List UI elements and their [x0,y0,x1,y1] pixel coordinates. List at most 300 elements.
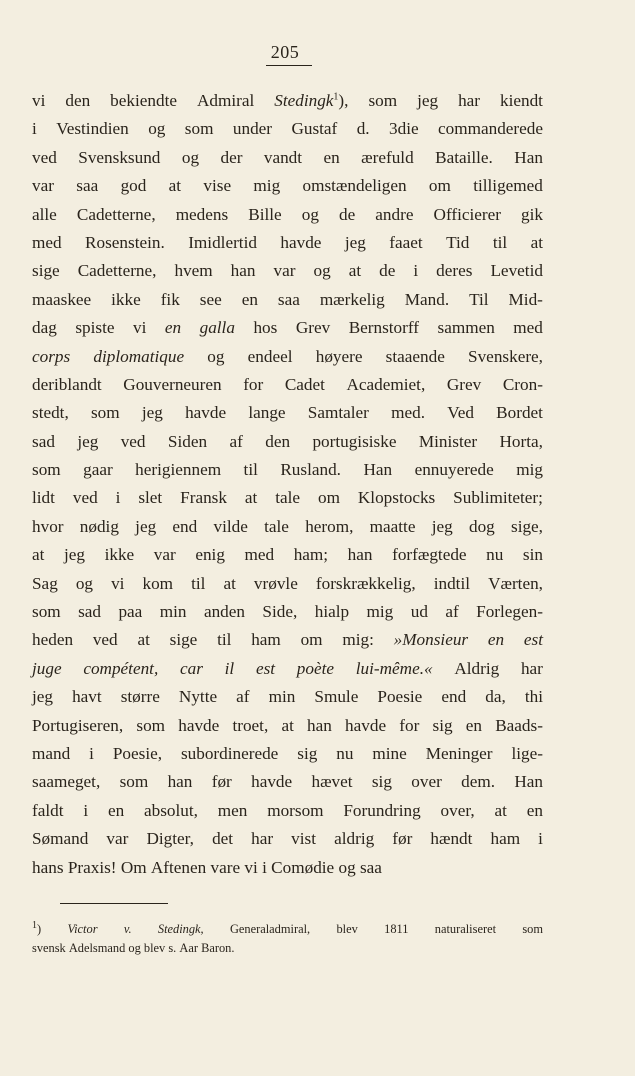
word: sig [371,772,392,792]
footnote-divider [60,903,168,904]
word: men [217,800,248,820]
word: vrøvle [253,573,298,593]
word: med [513,318,543,338]
word: herom, [305,516,354,536]
word: herigiennem [135,460,222,480]
word: tale [264,516,289,536]
word: kom [142,573,174,593]
word: og [148,119,166,139]
word: est [523,630,543,650]
word: Horta, [499,431,543,451]
word: større [120,687,160,707]
word: est [255,658,276,678]
word: hans [32,857,64,877]
word: Cadet [284,374,325,394]
word: poète [296,658,335,678]
text-line [32,87,543,115]
word: over, [440,800,475,820]
word: Sømand [32,829,89,849]
word: Han [514,772,543,792]
word: indtil [433,573,471,593]
word: galla [199,318,235,338]
word: hos [253,318,278,338]
word: den [65,91,91,110]
word: de [339,204,356,224]
word: var [32,176,54,196]
word: Bille [248,204,282,224]
word: lui-même.« [355,658,433,678]
word: hvem [174,261,213,281]
word: da, [485,687,506,707]
word: Minister [418,431,478,451]
word: jeg [141,403,163,423]
word: at [32,545,45,565]
word: Samtaler [307,403,369,423]
word: at [137,630,150,650]
word: saa [359,857,382,877]
word: vi [32,91,46,110]
word: Mid- [508,289,543,309]
word: jeg [344,232,366,252]
word: Sag [32,573,58,593]
text-line [32,797,543,825]
word: en [107,800,125,820]
word: under [232,119,273,139]
text-line [32,399,543,427]
word: mærkelig [319,289,385,309]
word: Comødie [271,857,335,877]
word: havt [72,687,102,707]
word: min [268,687,296,707]
text-line [32,314,543,342]
text-line [32,626,543,654]
word: troet, [232,715,269,735]
word: Grev [295,318,331,338]
word: i [83,800,89,820]
word: corps [32,346,71,366]
word: Levetid [490,261,543,281]
text-line [32,286,543,314]
word: som [136,715,166,735]
text-line [32,115,543,143]
word: vi [111,573,125,593]
word: Smule [314,687,359,707]
word: jeg [32,687,53,707]
word: end [172,516,198,536]
word: at [223,573,236,593]
word: aldrig [334,829,375,849]
word: høyere [315,346,363,366]
word: sige, [511,516,543,536]
word: blev [143,941,166,955]
word: som [522,922,543,936]
text-line [32,201,543,229]
word: d. [356,119,370,139]
word: vare [210,857,241,877]
text-line [32,683,543,711]
word: vi [132,318,147,338]
word: Portugiseren, [32,715,124,735]
word: som [90,403,120,423]
word: at [281,715,294,735]
word: og [301,204,319,224]
word: tilligemed [473,176,543,196]
word: Stedingk$^1$), [274,91,349,110]
word: ærefuld [361,147,414,167]
word: til [492,232,508,252]
text-line [32,343,543,371]
word: han [167,772,193,792]
word: Rosenstein. [85,232,165,252]
word: Generaladmiral, [229,922,311,936]
word: og [181,147,200,167]
text-line [32,371,543,399]
word: var [273,261,296,281]
word: naturaliseret [434,922,497,936]
word: om [300,630,323,650]
word: forskrækkelig, [315,573,416,593]
word: gaar [83,460,113,480]
word: Baads- [495,715,543,735]
word: har [251,829,274,849]
word: havde [345,715,387,735]
word: portugisiske [312,431,397,451]
word: som [32,460,61,480]
word: maatte [369,516,416,536]
word: af [229,431,243,451]
word: sige [169,630,198,650]
word: med [244,545,275,565]
word: 3die [389,119,419,139]
text-line [32,740,543,768]
word: il [224,658,235,678]
word: sad [78,602,102,622]
word: mig: [342,630,374,650]
word: nu [486,545,504,565]
word: Til [469,289,489,309]
word: staaende [385,346,445,366]
word: Cron- [502,374,543,394]
word: Gustaf [291,119,338,139]
word: sig [432,715,453,735]
word: hændt [430,829,473,849]
text-line [32,229,543,257]
word: mig [366,602,394,622]
word: i [538,829,543,849]
word: ved [32,147,57,167]
word: har [520,658,543,678]
word: en [241,289,258,309]
word: Svensksund [78,147,161,167]
word: Bernstorff [348,318,420,338]
word: ved [120,431,146,451]
word: ud [410,602,428,622]
word: havde [185,403,227,423]
word: mig [516,460,543,480]
word: ikke [104,545,135,565]
word: og [128,941,141,955]
word: Svenskere, [468,346,543,366]
word: car [180,658,203,678]
word: »Monsieur [393,630,469,650]
page-number: 205 [270,42,300,62]
word: enig [195,545,225,565]
word: var [153,545,176,565]
word: Rusland. [280,460,341,480]
word: deriblandt [32,374,102,394]
word: svensk [32,941,66,955]
word: som [184,119,214,139]
word: jeg [417,91,439,110]
word: Digter, [146,829,194,849]
word: det [212,829,234,849]
word: han [230,261,256,281]
word: Adelsmand [68,941,126,955]
word: Ved [447,403,474,423]
word: nødig [79,516,119,536]
word: subordinerede [180,743,279,763]
word: slet [138,488,163,508]
text-line [32,854,543,882]
word: Academiet, [346,374,426,394]
word: stedt, [32,403,69,423]
word: deres [436,261,473,281]
word: sad [32,431,55,451]
word: fik [160,289,180,309]
word: blev [336,922,358,936]
text-line [32,570,543,598]
word: Grev [446,374,482,394]
word: forfægtede [392,545,467,565]
word: see [199,289,222,309]
word: vi [244,857,258,877]
word: at [530,232,543,252]
word: Victor [67,922,98,936]
word: end [441,687,467,707]
word: ved [92,630,118,650]
text-line [32,768,543,796]
word: var [106,829,129,849]
word: gik [521,204,543,224]
word: anden [203,602,245,622]
word: Cadetterne, [76,204,156,224]
word: ham; [293,545,329,565]
word: før [392,829,413,849]
word: Poesie [377,687,423,707]
text-line [32,484,543,512]
word: i [262,857,267,877]
word: Gouverneuren [123,374,222,394]
word: Tid [446,232,470,252]
word: en [323,147,340,167]
text-line [32,428,543,456]
word: hialp [314,602,350,622]
text-line [32,513,543,541]
word: Fransk [180,488,227,508]
word: at [494,800,507,820]
word: Bordet [496,403,543,423]
word: s. [168,941,177,955]
word: saameget, [32,772,101,792]
word: hævet [311,772,353,792]
word: jeg [135,516,157,536]
word: medens [175,204,229,224]
word: hvor [32,516,64,536]
word: havde [251,772,293,792]
word: Stedingk, [157,922,204,936]
word: sig [297,743,318,763]
word: for [243,374,264,394]
word: tale [275,488,301,508]
word: heden [32,630,74,650]
word: han [307,715,332,735]
word: sige [32,261,60,281]
word: dem. [461,772,496,792]
text-line [32,655,543,683]
word: som [368,91,398,110]
word: absolut, [144,800,198,820]
word: den [265,431,291,451]
word: i [115,488,121,508]
word: morsom [267,800,324,820]
word: juge [32,658,62,678]
word: vandt [263,147,303,167]
word: Officierer [433,204,501,224]
word: saa [277,289,300,309]
word: ham [490,829,521,849]
word: Om [120,857,147,877]
text-line [32,144,543,172]
word: Sublimiteter; [453,488,543,508]
word: paa [118,602,143,622]
word: til [191,573,206,593]
word: af [445,602,459,622]
word: Aftenen [150,857,207,877]
word: $^1$) [32,919,42,936]
word: og [75,573,94,593]
word: Poesie, [112,743,163,763]
page-number-rule [266,65,312,66]
word: Side, [262,602,298,622]
text-line [32,172,543,200]
word: om [428,176,451,196]
word: Meninger [425,743,493,763]
word: Han [514,147,543,167]
word: og [338,857,356,877]
text-line [32,456,543,484]
text-line [32,825,543,853]
word: en [526,800,543,820]
word: som [32,602,61,622]
word: jeg [64,545,85,565]
word: Praxis! [67,857,117,877]
word: Vestindien [56,119,129,139]
word: en [487,630,505,650]
word: ikke [111,289,141,309]
word: commanderede [438,119,543,139]
text-line [32,598,543,626]
word: en [164,318,182,338]
word: med [32,232,62,252]
word: Mand. [404,289,450,309]
word: Cadetterne, [77,261,157,281]
word: nu [336,743,354,763]
word: over [411,772,442,792]
word: min [159,602,187,622]
word: compétent, [83,658,159,678]
word: Imidlertid [188,232,257,252]
word: sammen [437,318,495,338]
word: havde [178,715,220,735]
word: at [168,176,182,196]
word: bekiendte [110,91,177,110]
word: Værten, [488,573,543,593]
word: Siden [167,431,208,451]
word: god [120,176,147,196]
footnote-line [32,920,543,939]
word: dag [32,318,57,338]
word: mine [372,743,407,763]
word: vilde [213,516,248,536]
word: ennuyerede [414,460,494,480]
word: mand [32,743,71,763]
word: omstændeligen [302,176,407,196]
word: Aldrig [454,658,500,678]
word: at [244,488,258,508]
word: vist [291,829,317,849]
word: dog [468,516,495,536]
word: Admiral [196,91,255,110]
word: lange [248,403,286,423]
word: har [458,91,481,110]
word: han [347,545,373,565]
body-text [32,87,543,882]
word: ved [72,488,98,508]
word: Forundring [343,800,421,820]
text-line [32,712,543,740]
word: for [399,715,420,735]
word: i [89,743,94,763]
word: faaet [389,232,423,252]
word: maaskee [32,289,92,309]
word: en [465,715,482,735]
word: lige- [511,743,543,763]
word: Aar [179,941,198,955]
word: med. [391,403,425,423]
text-line [32,541,543,569]
word: i [32,119,37,139]
word: spiste [75,318,115,338]
word: alle [32,204,57,224]
word: til [217,630,232,650]
word: om [317,488,340,508]
word: Bataille. [435,147,493,167]
word: som [119,772,149,792]
word: de [379,261,396,281]
word: havde [280,232,322,252]
word: 1811 [384,922,409,936]
word: faldt [32,800,64,820]
word: Han [363,460,393,480]
word: Nytte [178,687,218,707]
word: af [236,687,250,707]
word: Baron. [201,941,235,955]
word: sin [522,545,543,565]
word: vise [203,176,232,196]
footnotes [32,920,543,958]
word: jeg [431,516,453,536]
word: endeel [247,346,293,366]
